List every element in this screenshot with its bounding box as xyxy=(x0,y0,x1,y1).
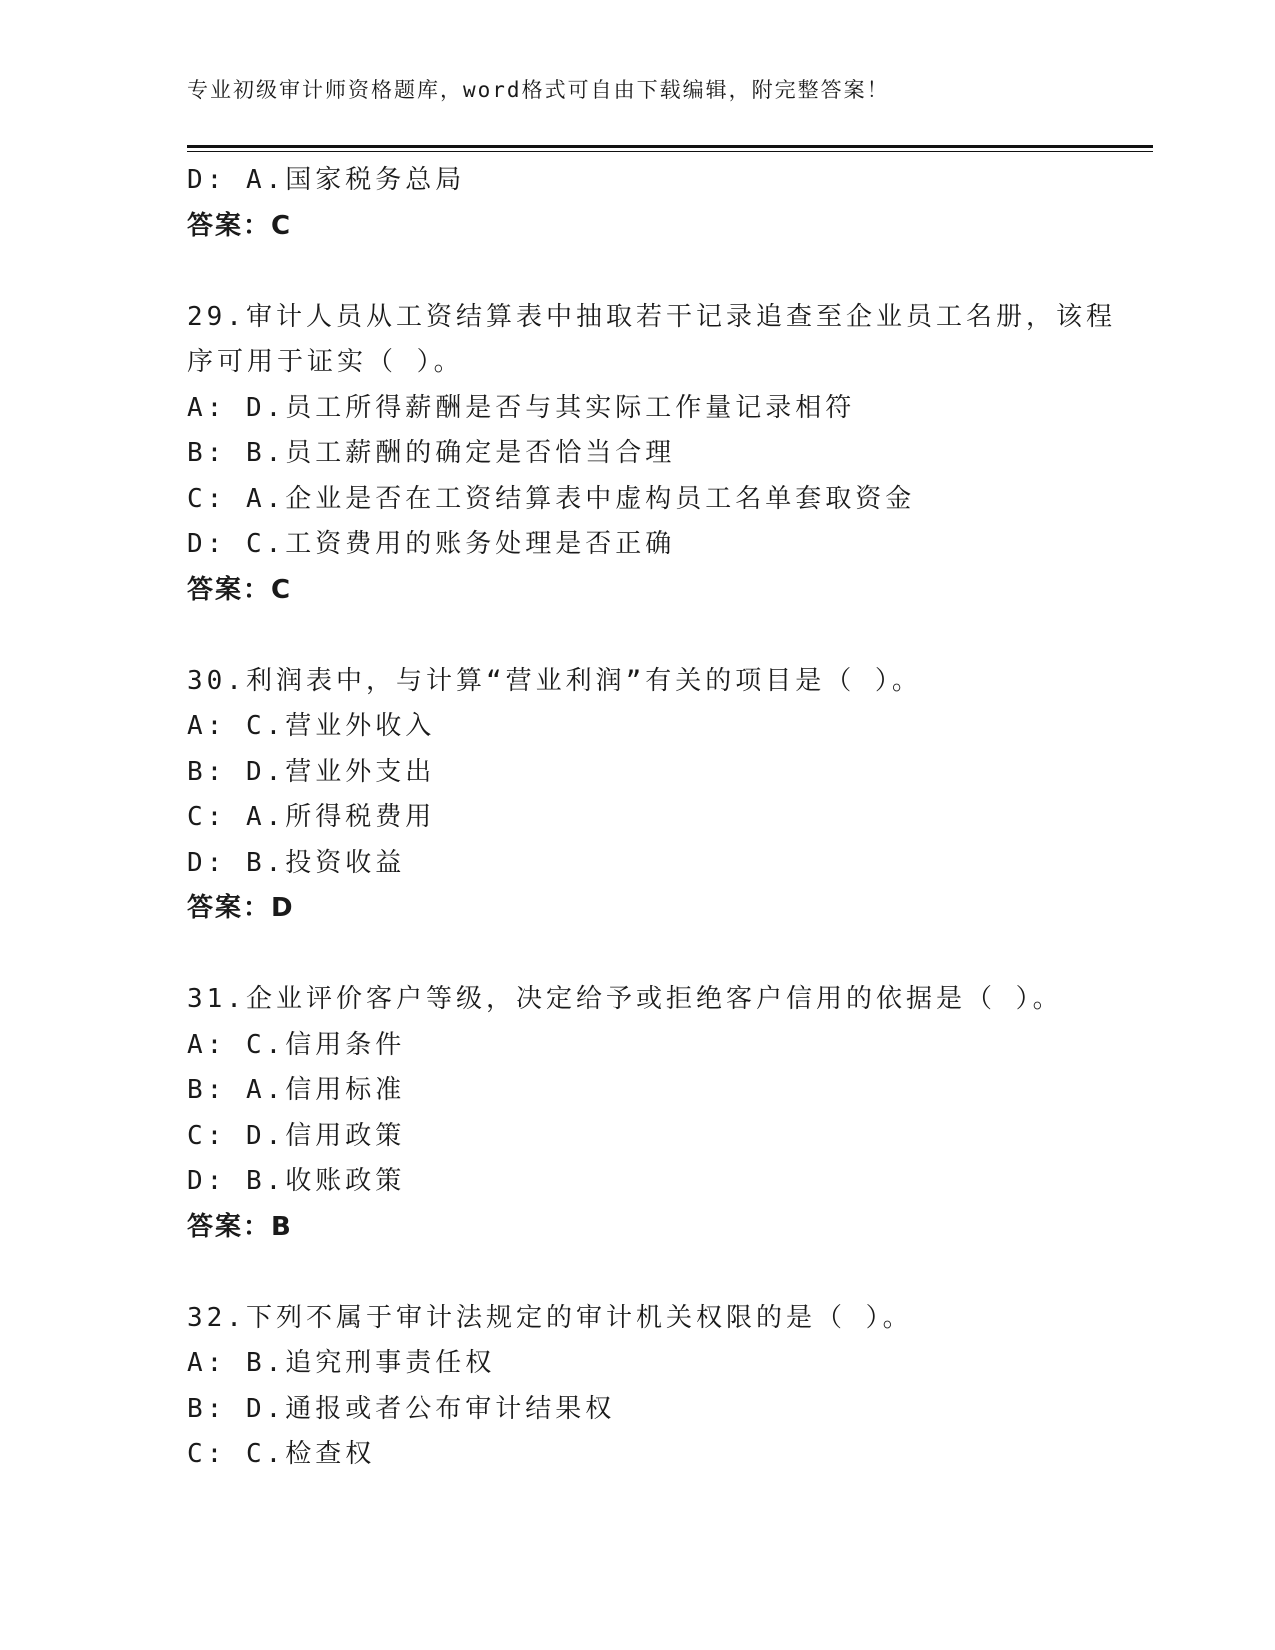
option-c: C: A.所得税费用 xyxy=(187,802,436,832)
option-d: D: B.投资收益 xyxy=(187,847,406,878)
option-a: A: B.追究刑事责任权 xyxy=(187,1348,496,1378)
question-stem: 30.利润表中，与计算“营业利润”有关的项目是（ ）。 xyxy=(187,665,922,696)
option-a: A: D.员工所得薪酬是否与其实际工作量记录相符 xyxy=(187,392,856,423)
spacer xyxy=(187,1250,1153,1296)
question-30 xyxy=(187,659,1153,932)
option-c: C: A.企业是否在工资结算表中虚构员工名单套取资金 xyxy=(187,483,916,514)
page-header: 专业初级审计师资格题库，word格式可自由下载编辑，附完整答案！ xyxy=(187,78,890,102)
option-d: D: A.国家税务总局 xyxy=(187,165,466,195)
option-c: C: D.信用政策 xyxy=(187,1120,406,1151)
question-stem: 29.审计人员从工资结算表中抽取若干记录追查至企业员工名册，该程 xyxy=(187,301,1116,332)
question-stem: 32.下列不属于审计法规定的审计机关权限的是（ ）。 xyxy=(187,1302,913,1333)
option-b: B: D.通报或者公布审计结果权 xyxy=(187,1393,616,1424)
question-stem-continued: 序可用于证实（ ）。 xyxy=(187,347,464,377)
header-rule-thin xyxy=(187,151,1153,152)
question-28-tail xyxy=(187,158,1153,249)
option-b: B: A.信用标准 xyxy=(187,1075,406,1105)
option-a: A: C.信用条件 xyxy=(187,1029,406,1060)
spacer xyxy=(187,249,1153,295)
spacer xyxy=(187,932,1153,978)
question-29 xyxy=(187,295,1153,614)
option-b: B: B.员工薪酬的确定是否恰当合理 xyxy=(187,438,676,468)
question-32 xyxy=(187,1296,1153,1478)
option-d: D: B.收账政策 xyxy=(187,1166,406,1196)
option-c: C: C.检查权 xyxy=(187,1439,376,1469)
option-d: D: C.工资费用的账务处理是否正确 xyxy=(187,529,676,559)
answer-line: 答案：B xyxy=(187,1211,293,1242)
spacer xyxy=(187,613,1153,659)
question-stem: 31.企业评价客户等级，决定给予或拒绝客户信用的依据是（ ）。 xyxy=(187,984,1063,1014)
option-a: A: C.营业外收入 xyxy=(187,711,436,741)
answer-line: 答案：C xyxy=(187,574,293,605)
option-b: B: D.营业外支出 xyxy=(187,756,436,787)
question-31 xyxy=(187,977,1153,1250)
document-body xyxy=(187,158,1153,1478)
answer-line: 答案：C xyxy=(187,210,293,241)
header-rule-thick xyxy=(187,145,1153,148)
answer-line: 答案：D xyxy=(187,893,295,923)
